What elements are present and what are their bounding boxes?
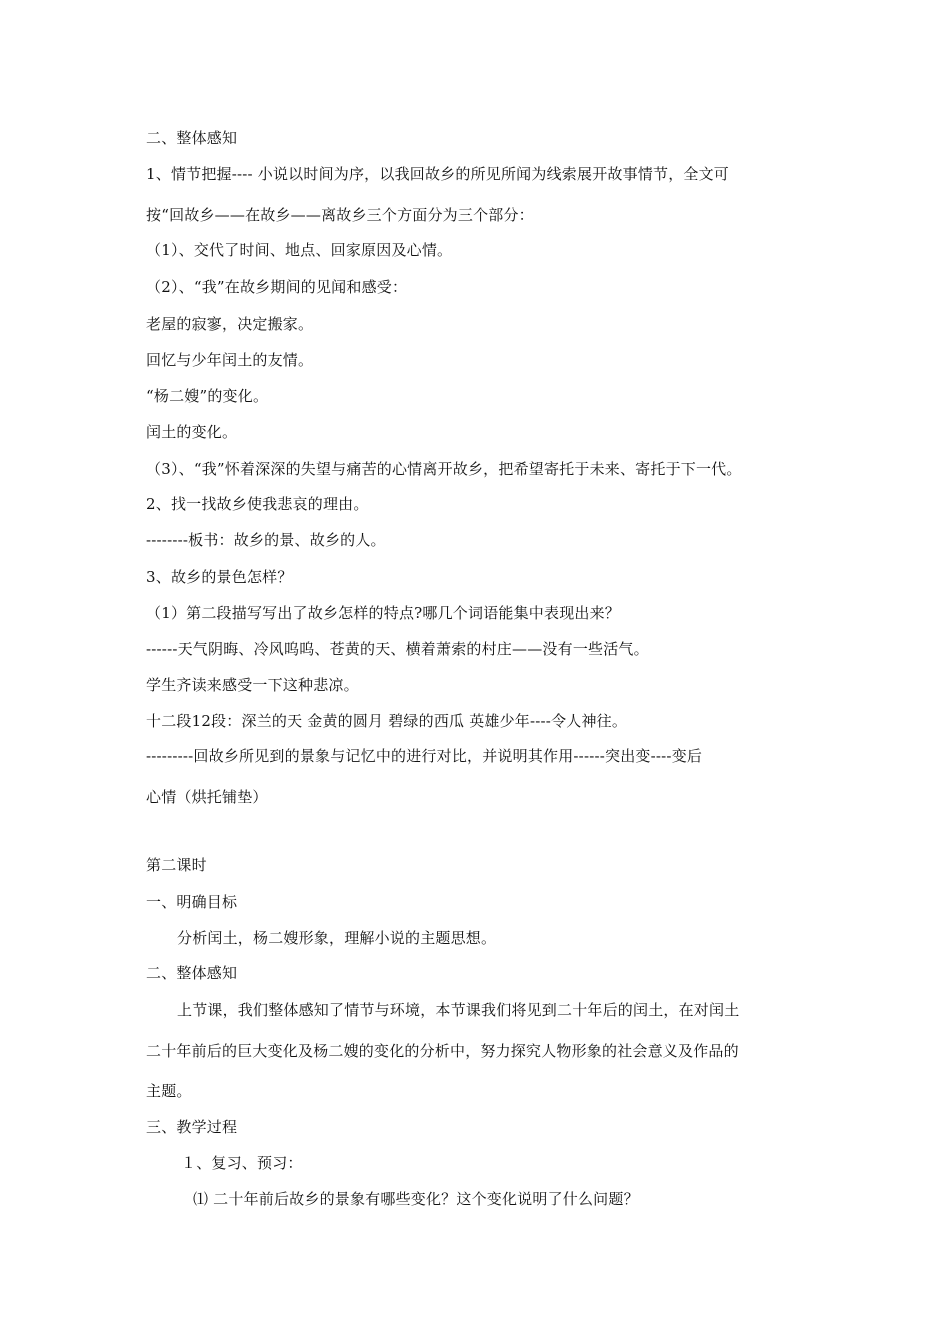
list-item: （2）、“我”在故乡期间的见闻和感受： <box>146 278 408 296</box>
paragraph-line: 2、找一找故乡使我悲哀的理由。 <box>146 495 369 513</box>
paragraph-line: 学生齐读来感受一下这种悲凉。 <box>146 676 359 694</box>
paragraph-line: 心情（烘托铺垫） <box>146 788 268 806</box>
paragraph-line: 老屋的寂寥，决定搬家。 <box>146 315 314 333</box>
section-heading: 一、明确目标 <box>146 893 238 911</box>
paragraph-line: 十二段12段：深兰的天 金黄的圆月 碧绿的西瓜 英雄少年----令人神往。 <box>146 712 628 730</box>
paragraph-line: 1、情节把握---- 小说以时间为序，以我回故乡的所见所闻为线索展开故事情节，全文可 <box>146 165 729 183</box>
section-heading: 二、整体感知 <box>146 129 238 147</box>
paragraph-line: 分析闰土，杨二嫂形象，理解小说的主题思想。 <box>177 929 497 947</box>
paragraph-line: ---------回故乡所见到的景象与记忆中的进行对比，并说明其作用------突出变----变后 <box>146 747 703 765</box>
paragraph-line: 上节课，我们整体感知了情节与环境，本节课我们将见到二十年后的闰土，在对闰土 <box>177 1001 740 1019</box>
list-item: ⑴ 二十年前后故乡的景象有哪些变化？这个变化说明了什么问题？ <box>193 1190 639 1208</box>
board-note: --------板书：故乡的景、故乡的人。 <box>146 531 386 549</box>
paragraph-line: 3、故乡的景色怎样？ <box>146 568 293 586</box>
paragraph-line: “杨二嫂”的变化。 <box>146 387 269 405</box>
section-heading: 三、教学过程 <box>146 1118 238 1136</box>
section-heading: 第二课时 <box>146 856 207 874</box>
list-item: （3）、“我”怀着深深的失望与痛苦的心情离开故乡，把希望寄托于未来、寄托于下一代。 <box>146 460 742 478</box>
paragraph-line: 主题。 <box>146 1082 192 1100</box>
list-item: １、复习、预习： <box>181 1154 303 1172</box>
paragraph-line: 按“回故乡——在故乡——离故乡三个方面分为三个部分： <box>146 206 534 224</box>
list-item: （1）第二段描写写出了故乡怎样的特点?哪几个词语能集中表现出来？ <box>146 604 620 622</box>
paragraph-line: 二十年前后的巨大变化及杨二嫂的变化的分析中，努力探究人物形象的社会意义及作品的 <box>146 1042 739 1060</box>
paragraph-line: ------天气阴晦、冷风呜呜、苍黄的天、横着萧索的村庄——没有一些活气。 <box>146 640 649 658</box>
section-heading: 二、整体感知 <box>146 964 238 982</box>
paragraph-line: 回忆与少年闰土的友情。 <box>146 351 314 369</box>
list-item: （1）、交代了时间、地点、回家原因及心情。 <box>146 241 453 259</box>
paragraph-line: 闰土的变化。 <box>146 423 238 441</box>
